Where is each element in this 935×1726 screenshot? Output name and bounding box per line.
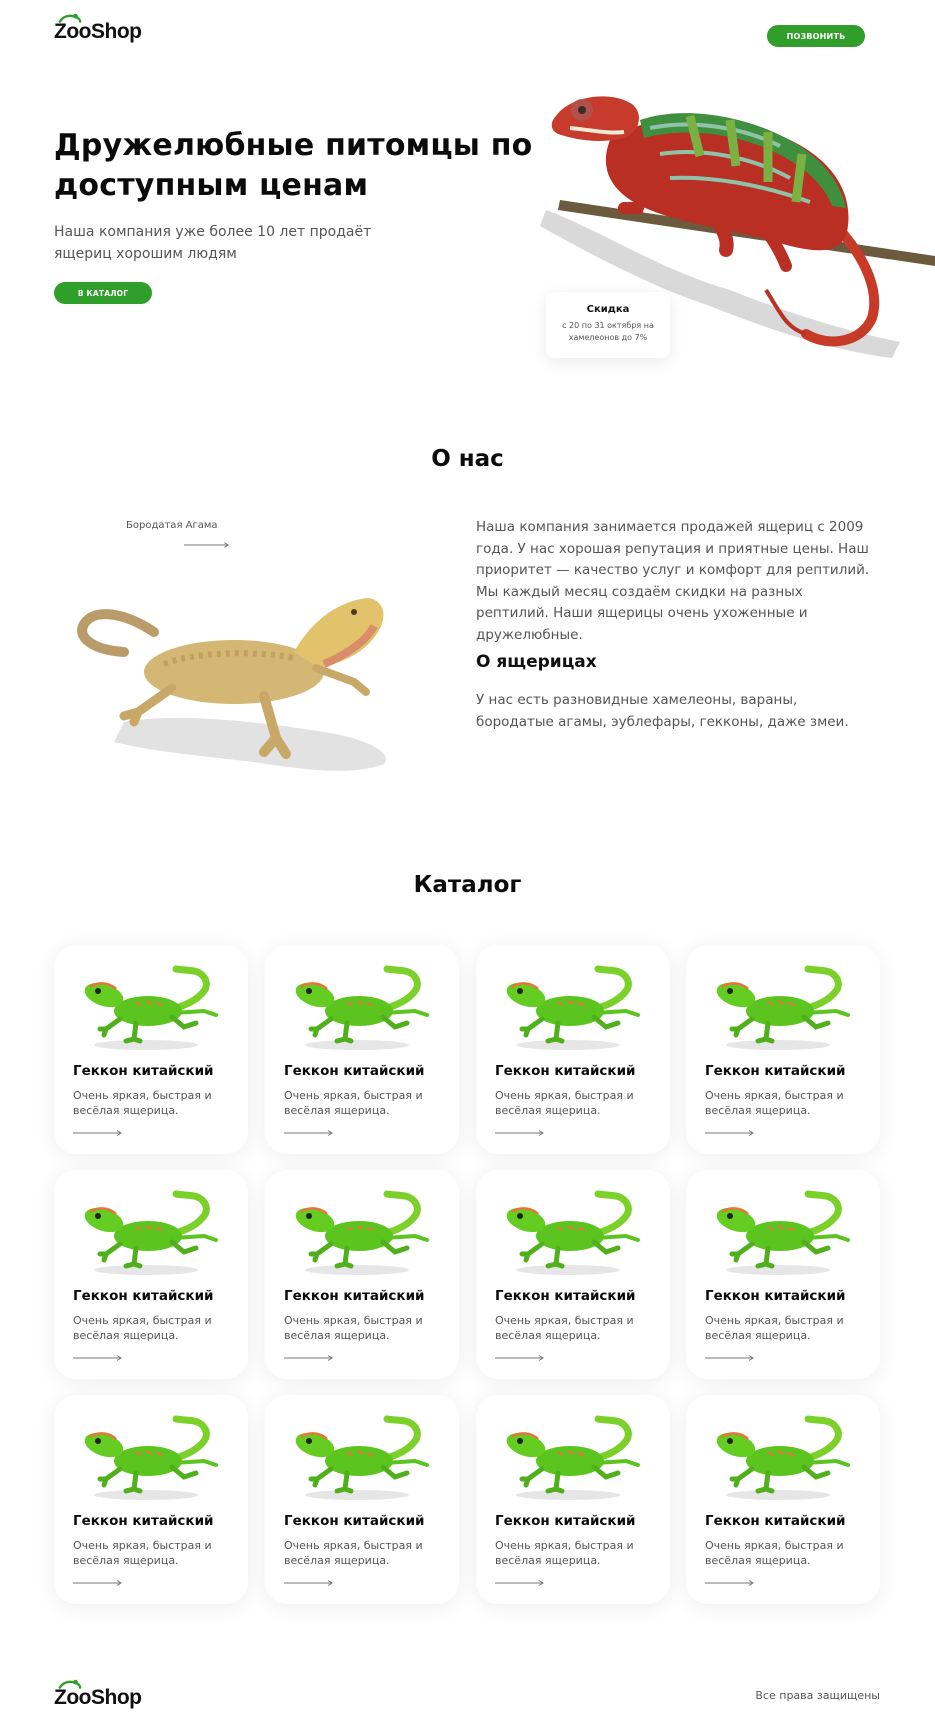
product-title: Геккон китайский [705, 1063, 846, 1079]
arrow-right-icon[interactable] [73, 1580, 123, 1586]
footer-logo-text: ZooShop [54, 1686, 142, 1709]
product-card[interactable] [476, 945, 670, 1154]
product-title: Геккон китайский [705, 1513, 846, 1529]
gecko-image [76, 1411, 226, 1501]
about-title: О нас [431, 446, 504, 472]
product-title: Геккон китайский [495, 1513, 636, 1529]
arrow-right-icon[interactable] [284, 1355, 334, 1361]
arrow-right-icon[interactable] [705, 1355, 755, 1361]
about-text-lizards: У нас есть разновидные хамелеоны, вараны, бородатые агамы, эублефары, гекконы, даже змеи. [476, 692, 849, 730]
agama-image [54, 572, 404, 792]
gecko-image [287, 961, 437, 1051]
arrow-right-icon[interactable] [73, 1355, 123, 1361]
product-title: Геккон китайский [495, 1288, 636, 1304]
product-description: Очень яркая, быстрая и весёлая ящерица. [73, 1539, 212, 1567]
arrow-right-icon[interactable] [495, 1580, 545, 1586]
arrow-right-icon[interactable] [284, 1580, 334, 1586]
product-title: Геккон китайский [73, 1288, 214, 1304]
product-card[interactable] [265, 1170, 459, 1379]
arrow-right-icon[interactable] [495, 1130, 545, 1136]
copyright-text: Все права защищены [755, 1689, 880, 1702]
product-card[interactable] [54, 1395, 248, 1604]
product-description: Очень яркая, быстрая и весёлая ящерица. [73, 1089, 212, 1117]
product-card[interactable] [686, 945, 880, 1154]
gecko-image [498, 961, 648, 1051]
product-card[interactable] [476, 1170, 670, 1379]
product-description: Очень яркая, быстрая и весёлая ящерица. [284, 1089, 423, 1117]
about-text: Наша компания занимается продажей ящериц с 2009 года. У нас хорошая репутация и приятные цены. Наш приоритет — качество услуг и комфорт для рептилий. Мы каждый месяц создаём скидки на разных рептилий. Наши ящерицы очень ухоженные и дружелюбные. [476, 519, 870, 643]
product-card[interactable] [476, 1395, 670, 1604]
product-description: Очень яркая, быстрая и весёлая ящерица. [495, 1539, 634, 1567]
product-card[interactable] [686, 1170, 880, 1379]
catalog-title: Каталог [413, 872, 522, 898]
catalog-button[interactable]: В КАТАЛОГ [54, 282, 152, 304]
call-button[interactable]: ПОЗВОНИТЬ [767, 25, 865, 47]
product-card[interactable] [265, 1395, 459, 1604]
product-title: Геккон китайский [495, 1063, 636, 1079]
about-subtitle: О ящерицах [476, 652, 597, 672]
gecko-image [287, 1411, 437, 1501]
product-title: Геккон китайский [284, 1288, 425, 1304]
gecko-image [76, 1186, 226, 1276]
logo-text: ZooShop [54, 20, 142, 43]
product-title: Геккон китайский [73, 1063, 214, 1079]
product-card[interactable] [265, 945, 459, 1154]
arrow-icon [184, 542, 230, 548]
gecko-image [708, 1411, 858, 1501]
product-title: Геккон китайский [284, 1513, 425, 1529]
logo[interactable] [54, 20, 141, 44]
gecko-image [708, 961, 858, 1051]
gecko-image [76, 961, 226, 1051]
product-description: Очень яркая, быстрая и весёлая ящерица. [495, 1089, 634, 1117]
hero-text: Наша компания уже более 10 лет продаёт ящериц хорошим людям [54, 224, 372, 262]
product-card[interactable] [54, 1170, 248, 1379]
product-description: Очень яркая, быстрая и весёлая ящерица. [705, 1314, 844, 1342]
gecko-image [708, 1186, 858, 1276]
arrow-right-icon[interactable] [284, 1130, 334, 1136]
product-card[interactable] [54, 945, 248, 1154]
product-title: Геккон китайский [705, 1288, 846, 1304]
gecko-image [498, 1186, 648, 1276]
promo-text: с 20 по 31 октября на хамелеонов до 7% [562, 321, 654, 342]
footer-logo[interactable] [54, 1686, 141, 1710]
promo-title: Скидка [586, 304, 630, 315]
product-title: Геккон китайский [284, 1063, 425, 1079]
product-title: Геккон китайский [73, 1513, 214, 1529]
gecko-image [287, 1186, 437, 1276]
product-description: Очень яркая, быстрая и весёлая ящерица. [73, 1314, 212, 1342]
arrow-right-icon[interactable] [495, 1355, 545, 1361]
arrow-right-icon[interactable] [705, 1580, 755, 1586]
product-card[interactable] [686, 1395, 880, 1604]
arrow-right-icon[interactable] [73, 1130, 123, 1136]
product-description: Очень яркая, быстрая и весёлая ящерица. [284, 1539, 423, 1567]
agama-caption: Бородатая Агама [126, 520, 218, 531]
promo-card [546, 292, 670, 358]
arrow-right-icon[interactable] [705, 1130, 755, 1136]
gecko-image [498, 1411, 648, 1501]
hero-title: Дружелюбные питомцы по доступным ценам [54, 128, 533, 203]
product-description: Очень яркая, быстрая и весёлая ящерица. [705, 1089, 844, 1117]
product-description: Очень яркая, быстрая и весёлая ящерица. [284, 1314, 423, 1342]
product-description: Очень яркая, быстрая и весёлая ящерица. [705, 1539, 844, 1567]
product-description: Очень яркая, быстрая и весёлая ящерица. [495, 1314, 634, 1342]
